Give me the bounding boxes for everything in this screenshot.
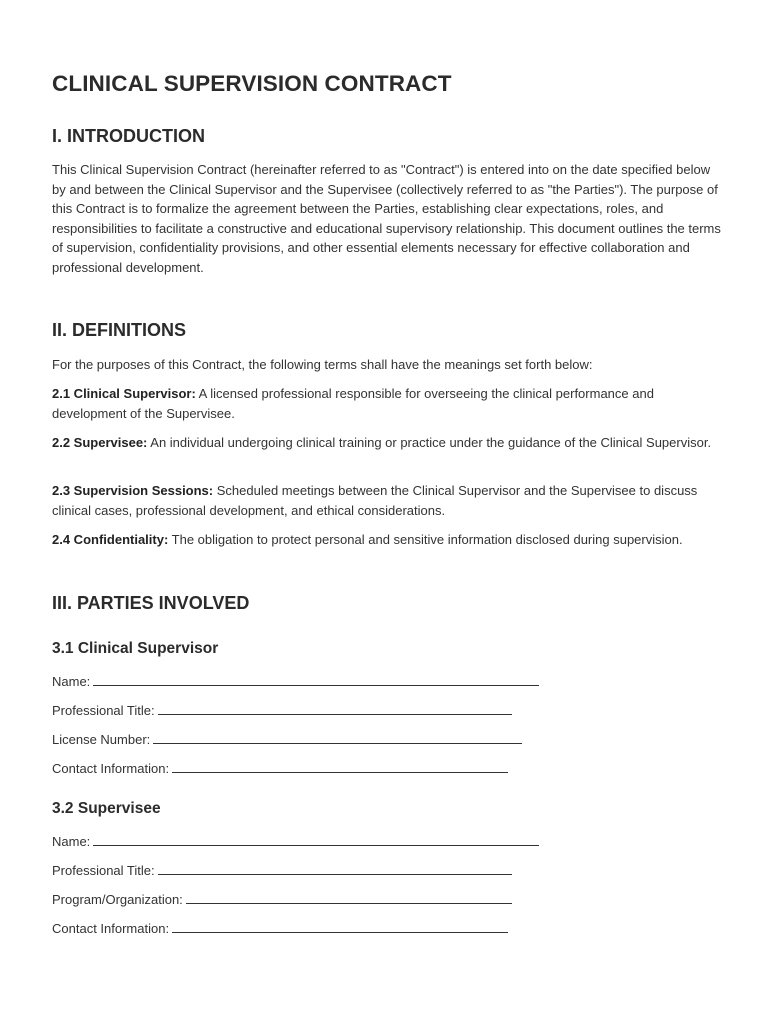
field-label: Professional Title:	[52, 703, 155, 718]
supervisor-name-field[interactable]	[52, 671, 539, 691]
signature-line[interactable]	[158, 700, 512, 715]
definition-term: 2.3 Supervision Sessions:	[52, 483, 214, 498]
definitions-intro: For the purposes of this Contract, the following terms shall have the meanings set forth below:	[52, 357, 593, 372]
signature-line[interactable]	[186, 889, 512, 904]
supervisee-title-field[interactable]	[52, 860, 512, 880]
supervisee-heading: 3.2 Supervisee	[52, 800, 161, 817]
field-label: Name:	[52, 674, 91, 689]
signature-line[interactable]	[93, 831, 539, 846]
definition-item	[52, 433, 724, 453]
definition-text: An individual undergoing clinical training or practice under the guidance of the Clinical Supervisor.	[147, 435, 712, 450]
definition-item	[52, 530, 724, 550]
introduction-heading: I. INTRODUCTION	[52, 126, 205, 146]
field-label: Contact Information:	[52, 921, 170, 936]
field-label: Contact Information:	[52, 761, 170, 776]
definition-item	[52, 384, 724, 423]
document-title: CLINICAL SUPERVISION CONTRACT	[52, 71, 452, 96]
signature-line[interactable]	[158, 860, 512, 875]
definition-term: 2.2 Supervisee:	[52, 435, 148, 450]
definitions-heading: II. DEFINITIONS	[52, 320, 187, 340]
field-label: License Number:	[52, 732, 151, 747]
supervisee-contact-field[interactable]	[52, 918, 508, 938]
supervisee-name-field[interactable]	[52, 831, 539, 851]
signature-line[interactable]	[93, 671, 539, 686]
supervisor-contact-field[interactable]	[52, 758, 508, 778]
signature-line[interactable]	[153, 729, 522, 744]
signature-line[interactable]	[172, 918, 508, 933]
definition-text: The obligation to protect personal and sensitive information disclosed during supervision.	[168, 532, 683, 547]
parties-heading: III. PARTIES INVOLVED	[52, 593, 250, 613]
supervisor-title-field[interactable]	[52, 700, 512, 720]
field-label: Program/Organization:	[52, 892, 183, 907]
field-label: Name:	[52, 834, 91, 849]
definition-text: A licensed professional responsible for overseeing the clinical performance and development of the Supervisee.	[52, 386, 654, 421]
definition-term: 2.1 Clinical Supervisor:	[52, 386, 196, 401]
introduction-text: This Clinical Supervision Contract (hereinafter referred to as "Contract") is entered into on the date specified below by and between the Clinical Supervisor and the Supervisee (collectively referred to as "the Parties"). The purpose of this Contract is to formalize the agreement between the Parties, establishing clear expectations, roles, and responsibilities to facilitate a constructive and educational supervisory relationship. This document outlines the terms of supervision, confidentiality provisions, and other essential elements necessary for effective collaboration and professional development.	[52, 162, 721, 275]
definition-item	[52, 481, 724, 520]
definition-text: Scheduled meetings between the Clinical Supervisor and the Supervisee to discuss clinical cases, professional development, and ethical considerations.	[52, 483, 698, 518]
signature-line[interactable]	[172, 758, 508, 773]
field-label: Professional Title:	[52, 863, 155, 878]
supervisee-program-field[interactable]	[52, 889, 512, 909]
definition-term: 2.4 Confidentiality:	[52, 532, 169, 547]
supervisor-license-field[interactable]	[52, 729, 522, 749]
supervisor-heading: 3.1 Clinical Supervisor	[52, 640, 219, 657]
